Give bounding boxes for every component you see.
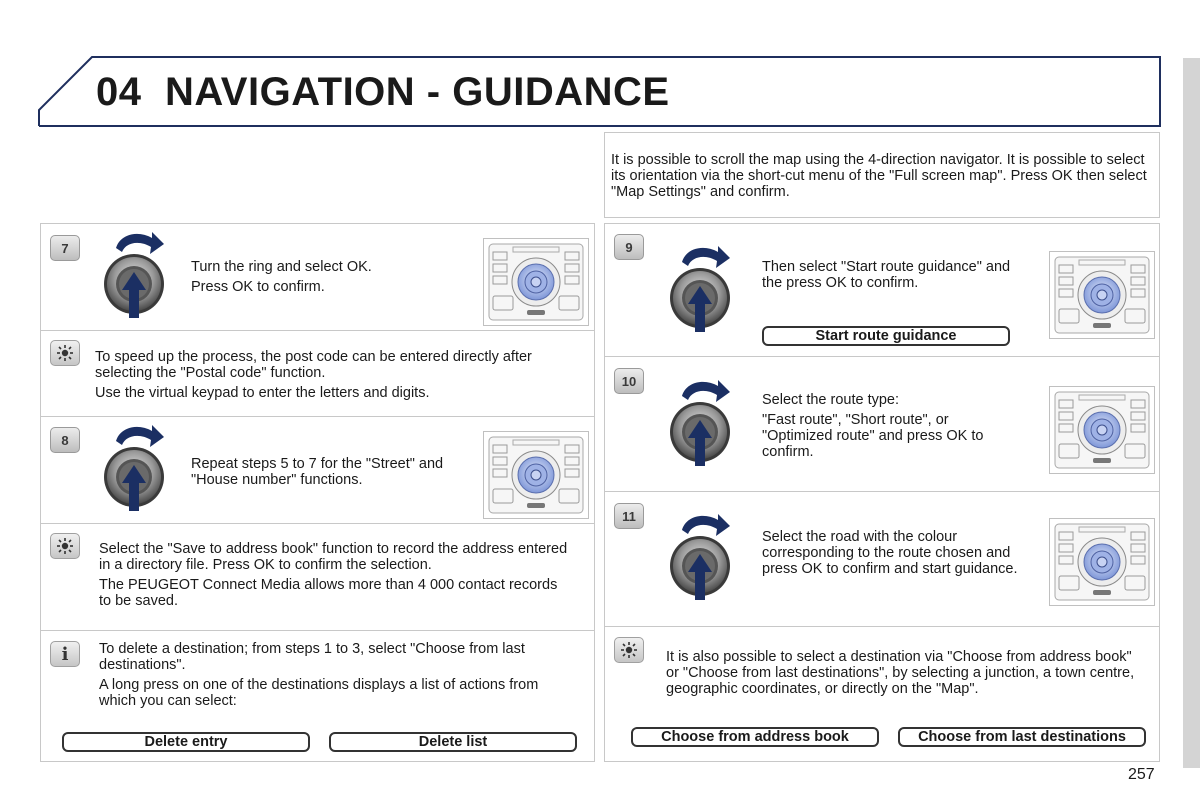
tip-addressbook-p1: Select the "Save to address book" function to record the address entered in a directory file. Press OK to confirm the selection. (99, 541, 568, 573)
control-panel-image (483, 238, 589, 326)
choose-from-address-book-button[interactable]: Choose from address book (631, 727, 879, 747)
info-delete-p2: A long press on one of the destinations displays a list of actions from which you can select: (99, 677, 539, 709)
intro-text: It is possible to scroll the map using the 4-direction navigator. It is possible to select its orientation via the short-cut menu of the "Full screen map". Press OK then select "Map Settings" and confirm. (611, 152, 1147, 200)
light-tip-icon (614, 637, 644, 663)
step-7-line-2: Press OK to confirm. (191, 279, 325, 295)
tip-addressbook-text (99, 541, 569, 613)
side-tab-bar (1183, 58, 1200, 768)
control-panel-image (1049, 386, 1155, 474)
choose-from-last-destinations-button[interactable]: Choose from last destinations (898, 727, 1146, 747)
step-8-badge: 8 (50, 427, 80, 453)
step-11-badge: 11 (614, 503, 644, 529)
step-10-badge: 10 (614, 368, 644, 394)
step-10-p1: Select the route type: (762, 392, 900, 408)
rotary-dial-icon (102, 419, 168, 519)
tip-addressbook-p2: The PEUGEOT Connect Media allows more than 4 000 contact records to be saved. (99, 577, 558, 609)
page-number: 257 (1128, 766, 1155, 783)
page-title: NAVIGATION - GUIDANCE (165, 70, 670, 114)
tip-postcode-p2: Use the virtual keypad to enter the letters and digits. (95, 385, 430, 401)
step-10-text (762, 392, 1022, 464)
delete-entry-button[interactable]: Delete entry (62, 732, 310, 752)
tip-choose-text: It is also possible to select a destination via "Choose from address book" or "Choose from last destinations", by selecting a junction, a town centre, geographic coordinates, or directly on the "Map". (666, 649, 1135, 697)
step-10-p2: "Fast route", "Short route", or "Optimized route" and press OK to confirm. (762, 412, 984, 460)
tip-postcode-p1: To speed up the process, the post code can be entered directly after selecting the "Postal code" function. (95, 349, 532, 381)
step-8-text: Repeat steps 5 to 7 for the "Street" and "House number" functions. (191, 456, 444, 488)
step-7-text (191, 259, 471, 299)
step-9-badge: 9 (614, 234, 644, 260)
control-panel-image (1049, 518, 1155, 606)
step-7-badge: 7 (50, 235, 80, 261)
control-panel-image (483, 431, 589, 519)
tip-postcode-text (95, 349, 565, 405)
chapter-number: 04 (96, 70, 142, 114)
rotary-dial-icon (668, 508, 734, 608)
step-7-line-1: Turn the ring and select OK. (191, 259, 372, 275)
info-icon: i (50, 641, 80, 667)
light-tip-icon (50, 340, 80, 366)
rotary-dial-icon (668, 374, 734, 474)
info-delete-p1: To delete a destination; from steps 1 to 3, select "Choose from last destinations". (99, 641, 525, 673)
light-tip-icon (50, 533, 80, 559)
delete-list-button[interactable]: Delete list (329, 732, 577, 752)
info-delete-text (99, 641, 579, 713)
step-11-text: Select the road with the colour corresponding to the route chosen and press OK to confirm and start guidance. (762, 529, 1018, 577)
rotary-dial-icon (668, 240, 734, 340)
control-panel-image (1049, 251, 1155, 339)
rotary-dial-icon (102, 226, 168, 326)
step-9-text: Then select "Start route guidance" and the press OK to confirm. (762, 259, 1011, 291)
start-route-guidance-button[interactable]: Start route guidance (762, 326, 1010, 346)
